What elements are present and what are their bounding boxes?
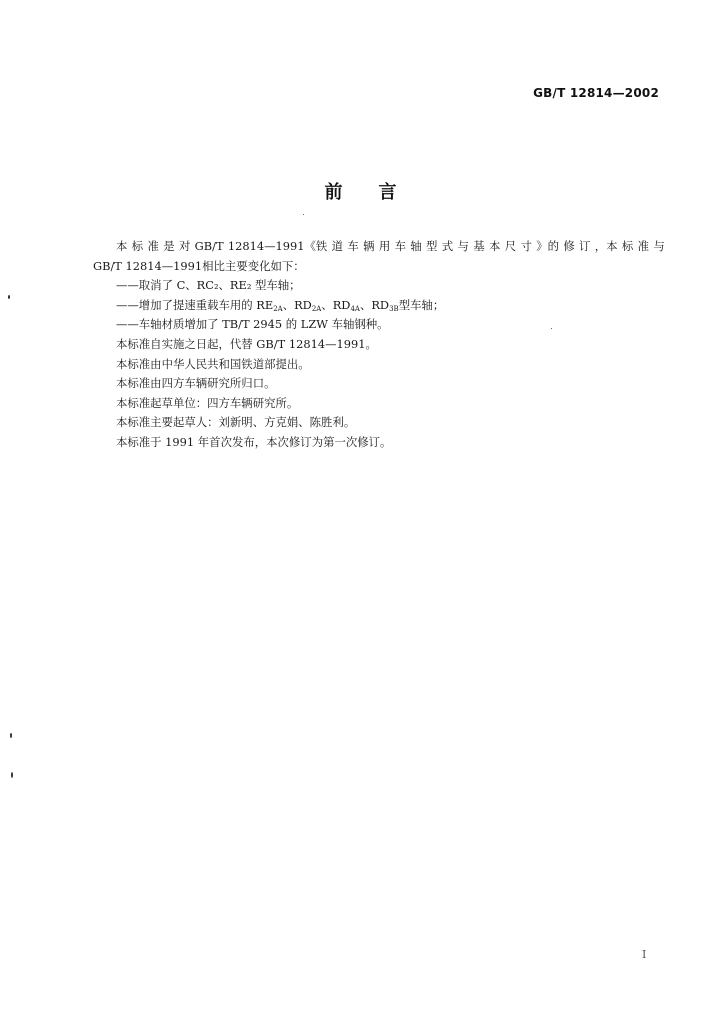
- intro-line-1-segment: 本: [488, 239, 501, 253]
- intro-line-1-segment: 与: [457, 239, 469, 253]
- scan-speck: [8, 295, 10, 299]
- change-item-2-text-e: 型车轴；: [398, 297, 445, 312]
- intro-line-1-segment: 标: [131, 239, 144, 253]
- replacement-statement: 本标准自实施之日起，代替 GB/T 12814—1991。: [116, 336, 377, 351]
- change-item-2-text-c: 、RD: [321, 297, 351, 312]
- drafting-unit-statement: 本标准起草单位：四方车辆研究所。: [116, 395, 299, 410]
- foreword-body: [93, 237, 665, 453]
- intro-line-1-segment: 车: [394, 239, 406, 253]
- change-item-2: [93, 296, 665, 316]
- intro-line-1-segment: 12814—1991《铁: [227, 239, 328, 253]
- intro-line-1-segment: 式: [441, 239, 454, 253]
- intro-line-1-segment: 本: [116, 239, 128, 253]
- change-item-2-sub-1: 2A: [273, 304, 283, 313]
- intro-line-1-segment: 基: [473, 239, 485, 253]
- intro-line-1-segment: 型: [426, 239, 438, 253]
- intro-line-1-segment: 道: [331, 239, 344, 253]
- intro-line-1-segment: 轴: [410, 239, 422, 253]
- intro-line-1-segment: 标: [621, 239, 634, 253]
- change-item-2-sub-2: 2A: [311, 304, 322, 313]
- drafters-statement: 本标准主要起草人：刘新明、方克娟、陈胜利。: [116, 415, 356, 430]
- scan-speck: [303, 214, 304, 215]
- intro-line-1-segment: 准: [147, 239, 159, 253]
- scan-speck: [10, 733, 12, 738]
- change-item-2-text-b: 、RD: [282, 297, 312, 312]
- intro-line-1-segment: 辆: [363, 239, 375, 253]
- intro-line-1-segment: 尺: [504, 239, 517, 253]
- change-item-2-sub-3: 4A: [350, 304, 360, 313]
- intro-line-1-segment: GB/T: [194, 239, 224, 253]
- change-item-2-sub-4: 3B: [389, 304, 399, 313]
- change-item-2-text-d: 、RD: [359, 297, 390, 312]
- intro-paragraph-line-1: [93, 237, 665, 257]
- page-title: 前言: [324, 182, 433, 203]
- intro-paragraph-line-2: GB/T 12814—1991相比主要变化如下：: [93, 258, 305, 273]
- change-item-3: ——车轴材质增加了 TB/T 2945 的 LZW 车轴钢种。: [116, 317, 389, 332]
- scan-speck: [11, 772, 13, 778]
- intro-line-1-segment: 与: [653, 239, 665, 253]
- intro-line-1-segment: 订: [579, 239, 591, 253]
- proposer-statement: 本标准由中华人民共和国铁道部提出。: [116, 356, 310, 371]
- intro-line-1-segment: 车: [347, 239, 359, 253]
- intro-line-1-segment: 》的: [536, 239, 559, 253]
- intro-line-1-segment: 准: [637, 239, 650, 253]
- standard-code: GB/T 12814—2002: [533, 86, 659, 100]
- page-number: I: [642, 948, 647, 961]
- intro-line-1-segment: 修: [563, 239, 575, 253]
- change-item-1: ——取消了 C、RC₂、RE₂ 型车轴；: [116, 278, 301, 293]
- intro-line-1-segment: 寸: [520, 239, 532, 253]
- administrator-statement: 本标准由四方车辆研究所归口。: [116, 376, 276, 391]
- intro-line-1-segment: 是: [163, 239, 175, 253]
- intro-line-1-segment: 对: [178, 239, 191, 253]
- history-statement: 本标准于 1991 年首次发布，本次修订为第一次修订。: [116, 434, 392, 449]
- intro-line-1-segment: 用: [378, 239, 391, 253]
- intro-line-1-segment: ，本: [594, 239, 618, 253]
- scan-speck: [551, 328, 552, 329]
- change-item-2-text-a: ——增加了提速重载车用的 RE: [116, 297, 274, 312]
